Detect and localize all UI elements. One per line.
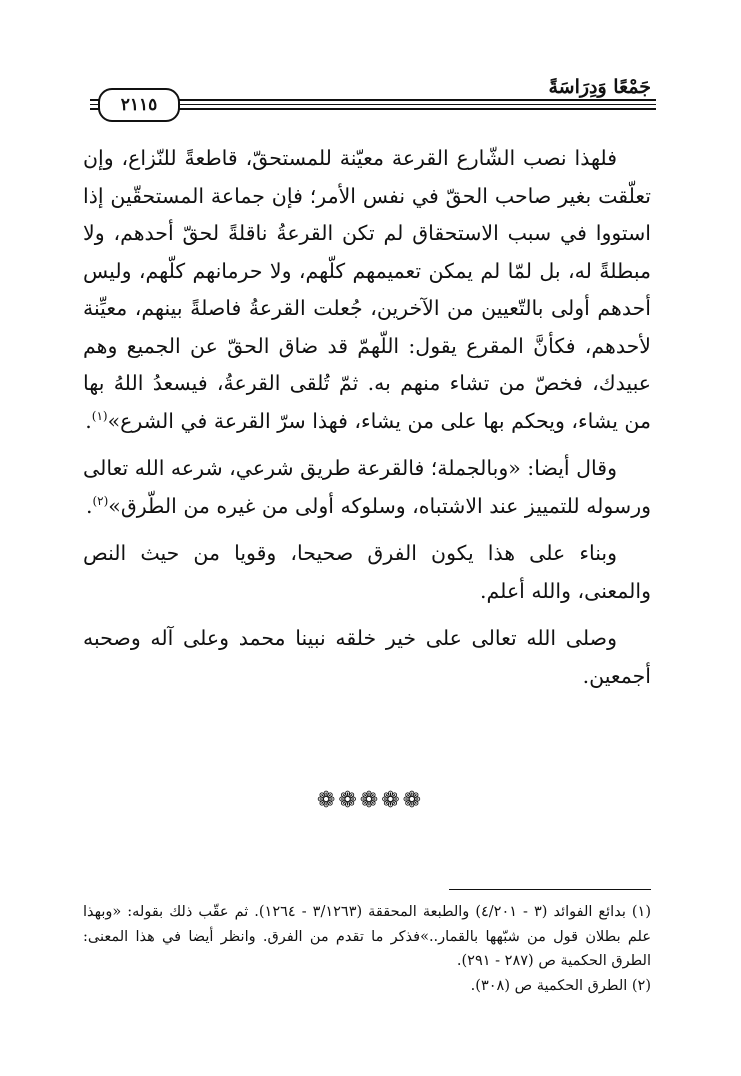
footnote: (١) بدائع الفوائد (٣ - ٤/٢٠١) والطبعة المحققة (٣/١٢٦٣ - ١٢٦٤). ثم عقّب ذلك بقوله: «وبهذا علم بطلان قول من شبّهها بالقمار..»فذكر ما تقدم من الفرق. وانظر أيضا في هذا المعنى: الطرق الحكمية ص (٢٨٧ - ٢٩١).	[83, 904, 651, 969]
paragraph-text: وقال أيضا: «وبالجملة؛ فالقرعة طريق شرعي، شرعه الله تعالى ورسوله للتمييز عند الاشتباه، وسلوكه أولى من غيره من الطّرق»	[83, 456, 651, 518]
footnote-marker: (١)	[91, 408, 108, 423]
footnote-rule	[449, 889, 651, 890]
body-text	[83, 140, 651, 705]
running-title: جَمْعًا وَدِرَاسَةً	[548, 76, 651, 98]
paragraph-text: فلهذا نصب الشّارع القرعة معيّنة للمستحقّ، قاطعةً للنّزاع، وإن تعلّقت بغير صاحب الحقّ في نفس الأمر؛ فإن جماعة المستحقّين إذا استووا في سبب الاستحقاق لم تكن القرعةُ ناقلةً لحقّ أحدهم، ولا مبطلةً له، بل لمّا لم يمكن تعميمهم كلّهم، ولا حرمانهم كلّهم، وليس أحدهم أولى بالتّعيين من الآخرين، جُعلت القرعةُ فاصلةً بينهم، معيِّنة لأحدهم، فكأنَّ المقرع يقول: اللّهمّ قد ضاق الحقّ عن الجميع وهم عبيدك، فخصّ من تشاء منهم به. ثمّ تُلقى القرعةُ، فيسعدُ اللهُ بها من يشاء، ويحكم بها على من يشاء، فهذا سرّ القرعة في الشرع»	[83, 146, 651, 433]
footnotes	[83, 900, 651, 998]
paragraph: وصلى الله تعالى على خير خلقه نبينا محمد وعلى آله وصحبه أجمعين.	[83, 626, 651, 688]
paragraph: فلهذا نصب الشّارع القرعة معيّنة للمستحقّ، قاطعةً للنّزاع، وإن تعلّقت بغير صاحب الحقّ في نفس الأمر؛ فإن جماعة المستحقّين إذا استووا في سبب الاستحقاق لم تكن القرعةُ ناقلةً لحقّ أحدهم، ولا مبطلةً له، بل لمّا لم يمكن تعميمهم كلّهم، ولا حرمانهم كلّهم، وليس أحدهم أولى بالتّعيين من الآخرين، جُعلت القرعةُ فاصلةً بينهم، معيِّنة لأحدهم، فكأنَّ المقرع يقول: اللّهمّ قد ضاق الحقّ عن الجميع وهم عبيدك، فخصّ من تشاء منهم به. ثمّ تُلقى القرعةُ، فيسعدُ اللهُ بها من يشاء، ويحكم بها على من يشاء، فهذا سرّ القرعة في الشرع»$^{(١)}$.	[83, 146, 651, 433]
paragraph: وقال أيضا: «وبالجملة؛ فالقرعة طريق شرعي، شرعه الله تعالى ورسوله للتمييز عند الاشتباه، وسلوكه أولى من غيره من الطّرق»$^{(٢)}$.	[83, 456, 651, 518]
ornament-divider: ❁❁❁❁❁	[316, 788, 425, 813]
footnote: (٢) الطرق الحكمية ص (٣٠٨).	[470, 977, 651, 994]
footnote-marker: (٢)	[92, 493, 109, 508]
paragraph: وبناء على هذا يكون الفرق صحيحا، وقويا من حيث النص والمعنى، والله أعلم.	[83, 541, 651, 603]
page-number: ٢١١٥	[98, 88, 180, 122]
